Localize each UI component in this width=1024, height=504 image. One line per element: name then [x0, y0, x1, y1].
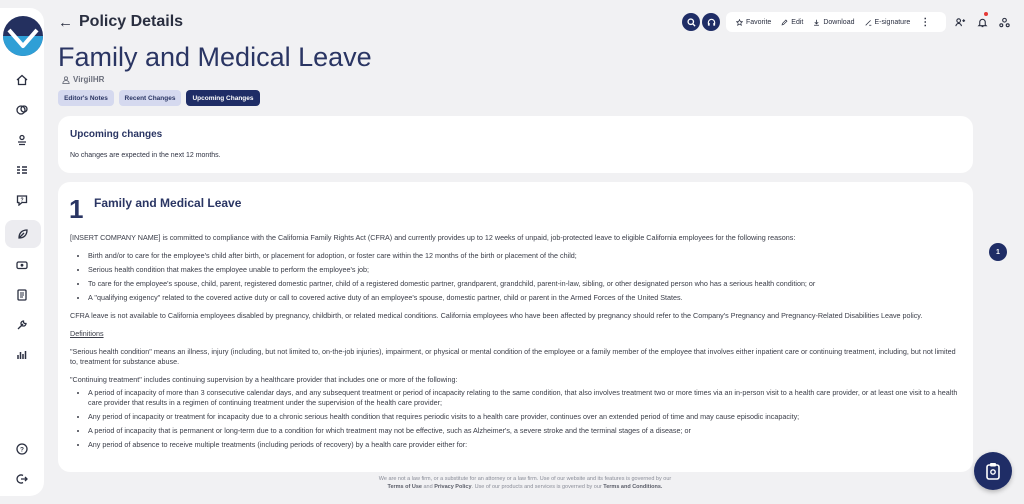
list-item: • Any period of absence to receive multiple treatments (including periods of recovery) by a health care provider either for:	[88, 440, 960, 450]
edit-button[interactable]	[781, 19, 803, 26]
list-item: • Serious health condition that makes the employee unable to perform the employee's job;	[88, 265, 960, 275]
section-page-indicator[interactable]: 1	[989, 243, 1007, 261]
download-button[interactable]	[813, 19, 854, 26]
page-header-title: Policy Details	[79, 13, 184, 30]
definitions-heading: Definitions	[70, 329, 104, 338]
edit-icon	[781, 19, 788, 26]
tab-upcoming-changes[interactable]: Upcoming Changes	[186, 90, 260, 106]
policy-title: Family and Medical Leave	[58, 42, 372, 72]
serious-health-definition: "Serious health condition" means an illness, injury (including, but not limited to, on-the-job injuries), impairment, or physical or mental condition of the employee or a family member of the employee that involves either inpatient care or continuing treatment, including, but not limited to, treatment for substance abuse.	[70, 347, 956, 366]
footer	[240, 475, 810, 491]
help-icon[interactable]	[12, 439, 32, 459]
policy-intro: [INSERT COMPANY NAME] is committed to compliance with the California Family Rights Act (CFRA) and currently provides up to 12 weeks of unpaid, job-protected leave to eligible California employees for the following reasons:	[70, 233, 796, 242]
policy-content-card	[58, 182, 973, 472]
favorite-button[interactable]	[736, 19, 771, 26]
signature-icon	[865, 19, 872, 26]
terms-conditions-link[interactable]: Terms and Conditions.	[603, 484, 663, 490]
section-number: 1	[69, 194, 84, 224]
continuing-treatment-definition: "Continuing treatment" includes continuing supervision by a healthcare provider that includes one or more of the following:	[70, 375, 458, 384]
download-icon	[813, 19, 820, 26]
policy-body	[70, 233, 960, 458]
list-item: • A period of incapacity of more than 3 consecutive calendar days, and any subsequent treatment or period of incapacity relating to the same condition, that also involves treatment two or more times via an in-person visit to a health care provider, or at least one visit to a health care provider that results in a regimen of continuing treatment under the supervision of the health care provider;	[88, 388, 960, 408]
tab-editors-notes[interactable]: Editor's Notes	[58, 90, 114, 106]
section-title: Family and Medical Leave	[94, 196, 242, 210]
privacy-policy-link[interactable]: Privacy Policy	[434, 484, 472, 490]
tools-icon[interactable]	[12, 315, 32, 335]
upcoming-changes-heading: Upcoming changes	[70, 129, 163, 140]
author-name: VirgilHR	[73, 75, 105, 84]
list-item: • A "qualifying exigency" related to the covered active duty or call to covered active duty of an employee's spouse, domestic partner, child or parent in the Armed Forces of the United States.	[88, 293, 960, 303]
footer-line-2	[240, 483, 810, 491]
back-arrow-icon[interactable]: ←	[58, 14, 73, 31]
list-item: • To care for the employee's spouse, child, parent, registered domestic partner, child of a registered domestic partner, grandparent, grandchild, parent-in-law, sibling, or other designated person who has a serious health condition; or	[88, 279, 960, 289]
more-options-icon[interactable]: ⋮	[920, 16, 931, 28]
favorite-label: Favorite	[746, 18, 772, 26]
sidebar	[0, 8, 44, 496]
user-icon	[62, 76, 70, 84]
list-item: • Birth and/or to care for the employee's child after birth, or placement for adoption, or foster care within the 12 months of the birth or placement of the child;	[88, 251, 960, 261]
svg-text:?: ?	[20, 197, 24, 204]
list-item: • A period of incapacity that is permanent or long-term due to a condition for which treatment may not be effective, such as Alzheimer's, a severe stroke and the terminal stages of a disease; or	[88, 426, 960, 436]
home-icon[interactable]	[12, 70, 32, 90]
esignature-button[interactable]	[865, 19, 911, 26]
policy-author	[62, 75, 104, 84]
support-button[interactable]	[702, 13, 720, 31]
documents-icon[interactable]	[12, 285, 32, 305]
cfra-note: CFRA leave is not available to California employees disabled by pregnancy, childbirth, or related medical conditions. California employees who have been affected by pregnancy should refer to the Company's Pregnancy and Pregnancy-Related Disabilities Leave policy.	[70, 311, 923, 320]
app-logo[interactable]	[3, 16, 43, 56]
help-center-icon[interactable]	[12, 190, 32, 210]
compliance-icon[interactable]	[12, 130, 32, 150]
upcoming-changes-card	[58, 116, 973, 173]
search-button[interactable]	[682, 13, 700, 31]
assistant-fab[interactable]	[974, 452, 1012, 490]
continuing-treatment-list	[88, 388, 960, 450]
edit-label: Edit	[791, 18, 804, 26]
svg-text:?: ?	[20, 446, 24, 454]
policies-icon[interactable]	[12, 100, 32, 120]
tab-recent-changes[interactable]: Recent Changes	[119, 90, 181, 106]
footer-line-1: We are not a law firm, or a substitute for an attorney or a law firm. Use of our website and its features is governed by our	[378, 476, 672, 482]
star-icon	[736, 19, 743, 26]
footer-and: and	[423, 484, 433, 490]
checklist-icon[interactable]	[12, 160, 32, 180]
payroll-icon[interactable]	[12, 255, 32, 275]
footer-usage-text: . Use of our products and services is governed by our	[471, 484, 602, 490]
reasons-list	[88, 251, 960, 303]
account-icon[interactable]	[996, 14, 1012, 30]
notifications-icon[interactable]	[974, 14, 990, 30]
logout-icon[interactable]	[12, 469, 32, 489]
search-icon	[687, 18, 696, 27]
policy-toolbar	[726, 12, 946, 32]
leaves-icon[interactable]	[5, 220, 41, 248]
terms-of-use-link[interactable]: Terms of Use	[387, 484, 422, 490]
headset-icon	[707, 18, 716, 27]
analytics-icon[interactable]	[12, 345, 32, 365]
list-item: • Any period of incapacity or treatment for incapacity due to a chronic serious health condition that requires periodic visits to a health care provider, continues over an extended period of time and may cause episodic incapacity;	[88, 412, 960, 422]
clipboard-icon	[985, 462, 1001, 480]
logo-check-icon	[3, 16, 43, 56]
upcoming-changes-text: No changes are expected in the next 12 months.	[70, 152, 221, 159]
notification-badge	[984, 12, 988, 16]
download-label: Download	[823, 18, 855, 26]
esignature-label: E-signature	[874, 18, 911, 26]
team-icon[interactable]	[952, 14, 968, 30]
